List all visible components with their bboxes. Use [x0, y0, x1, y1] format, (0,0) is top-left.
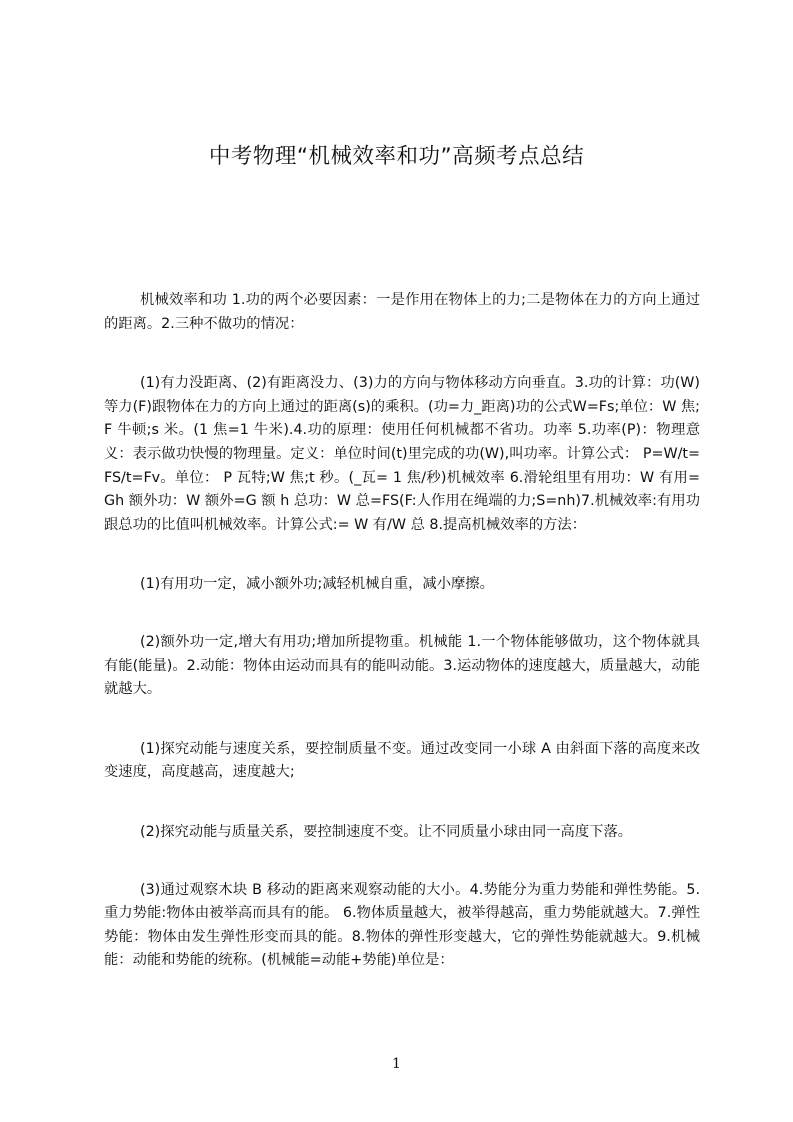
- paragraph-5: (1)探究动能与速度关系，要控制质量不变。通过改变同一小球 A 由斜面下落的高度来改变速度，高度越高，速度越大;: [104, 740, 700, 781]
- paragraph-7: (3)通过观察木块 B 移动的距离来观察动能的大小。4.势能分为重力势能和弹性势能。5.重力势能:物体由被举高而具有的能。 6.物体质量越大，被举得越高，重力势能就越大。7.弹性势能：物体由发生弹性形变而具的能。8.物体的弹性形变越大，它的弹性势能就越大。9.机械能：动能和势能的统称。(机械能=动能+势能)单位是：: [104, 881, 700, 969]
- paragraph-3: (1)有用功一定，减小额外功;减轻机械自重，减小摩擦。: [140, 576, 494, 593]
- paragraph-6: (2)探究动能与质量关系，要控制速度不变。让不同质量小球由同一高度下落。: [140, 823, 633, 840]
- document-body: [104, 289, 700, 1009]
- paragraph-1: 机械效率和功 1.功的两个必要因素：一是作用在物体上的力;二是物体在力的方向上通过的距离。2.三种不做功的情况：: [104, 292, 700, 332]
- paragraph-4: (2)额外功一定,增大有用功;增加所提物重。机械能 1.一个物体能够做功，这个物体就具有能(能量)。2.动能：物体由运动而具有的能叫动能。3.运动物体的速度越大，质量越大，动能就越大。: [104, 633, 701, 698]
- page-number: 1: [392, 1056, 401, 1072]
- document-title: 中考物理“机械效率和功”高频考点总结: [208, 144, 585, 169]
- paragraph-2: (1)有力没距离、(2)有距离没力、(3)力的方向与物体移动方向垂直。3.功的计算：功(W)等力(F)跟物体在力的方向上通过的距离(s)的乘积。(功=力_距离)功的公式W=Fs;单位：W 焦;F 牛顿;s 米。(1 焦=1 牛米).4.功的原理：使用任何机械都不省功。功率 5.功率(P)：物理意义：表示做功快慢的物理量。定义：单位时间(t)里完成的功(W),叫功率。计算公式： P=W/t=FS/t=Fv。单位： P 瓦特;W 焦;t 秒。(_瓦= 1 焦/秒)机械效率 6.滑轮组里有用功：W 有用=Gh 额外功：W 额外=G 额 h 总功：W 总=FS(F:人作用在绳端的力;S=nh)7.机械效率:有用功跟总功的比值叫机械效率。计算公式:= W 有/W 总 8.提高机械效率的方法：: [104, 375, 700, 533]
